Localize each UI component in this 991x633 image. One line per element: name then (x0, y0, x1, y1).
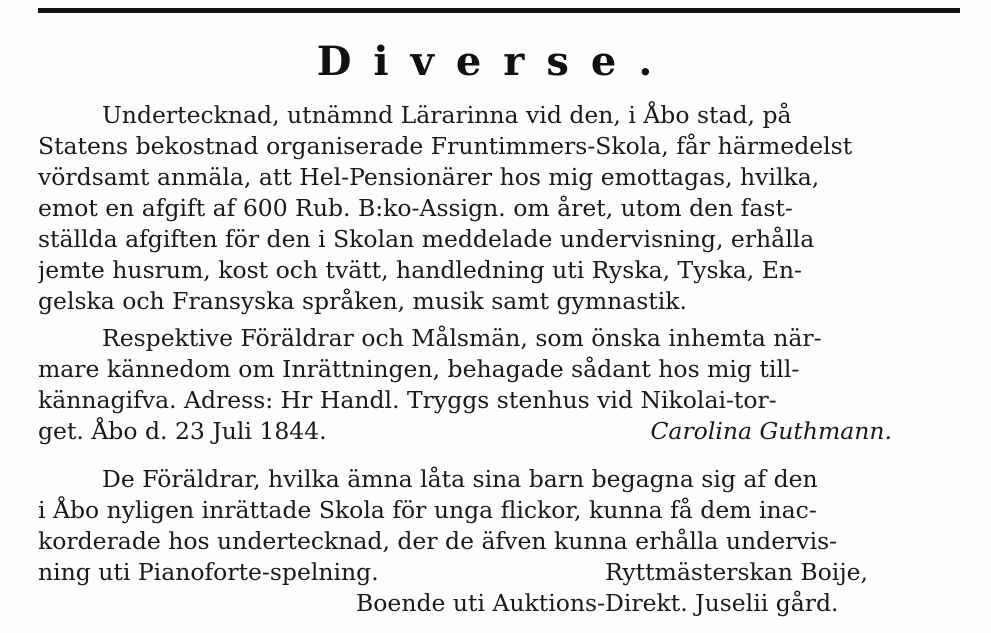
notice-line: Undertecknad, utnämnd Lärarinna vid den, i Åbo stad, på (102, 101, 792, 129)
signature-boije: Ryttmästerskan Boije, (605, 558, 868, 586)
notice-line: korderade hos undertecknad, der de äfven kunna erhålla undervis- (38, 527, 838, 555)
notice-boarding (38, 464, 964, 619)
notice-line: De Föräldrar, hvilka ämna låta sina barn begagna sig af den (102, 465, 818, 493)
signature-row (38, 557, 964, 588)
notice-line: Respektive Föräldrar och Målsmän, som önska inhemta när- (102, 324, 822, 352)
signature-address: Boende uti Auktions-Direkt. Juselii gård. (356, 589, 839, 617)
notice-line: mare kännedom om Inrättningen, behagade sådant hos mig till- (38, 355, 800, 383)
notice-line: vördsamt anmäla, att Hel-Pensionärer hos mig emottagas, hvilka, (38, 163, 820, 191)
notice-line: ning uti Pianoforte-spelning. (38, 558, 379, 586)
notice-line: Statens bekostnad organiserade Fruntimmers-Skola, får härmedelst (38, 132, 853, 160)
notice-line: kännagifva. Adress: Hr Handl. Tryggs stenhus vid Nikolai-tor- (38, 386, 777, 414)
signature-guthmann: Carolina Guthmann. (650, 417, 892, 445)
top-rule (38, 8, 960, 13)
notice-line: ställda afgiften för den i Skolan meddelade undervisning, erhålla (38, 225, 815, 253)
notice-line: gelska och Fransyska språken, musik samt gymnastik. (38, 287, 687, 315)
dateline: get. Åbo d. 23 Juli 1844. (38, 417, 327, 445)
notice-pension-school (38, 100, 964, 317)
notice-parents (38, 323, 964, 447)
section-heading: Diverse. (316, 38, 675, 85)
notice-line: emot en afgift af 600 Rub. B:ko-Assign. om året, utom den fast- (38, 194, 793, 222)
notice-line: i Åbo nyligen inrättade Skola för unga flickor, kunna få dem inac- (38, 496, 817, 524)
notice-line: jemte husrum, kost och tvätt, handledning uti Ryska, Tyska, En- (38, 256, 802, 284)
dateline-signature-row (38, 416, 964, 447)
